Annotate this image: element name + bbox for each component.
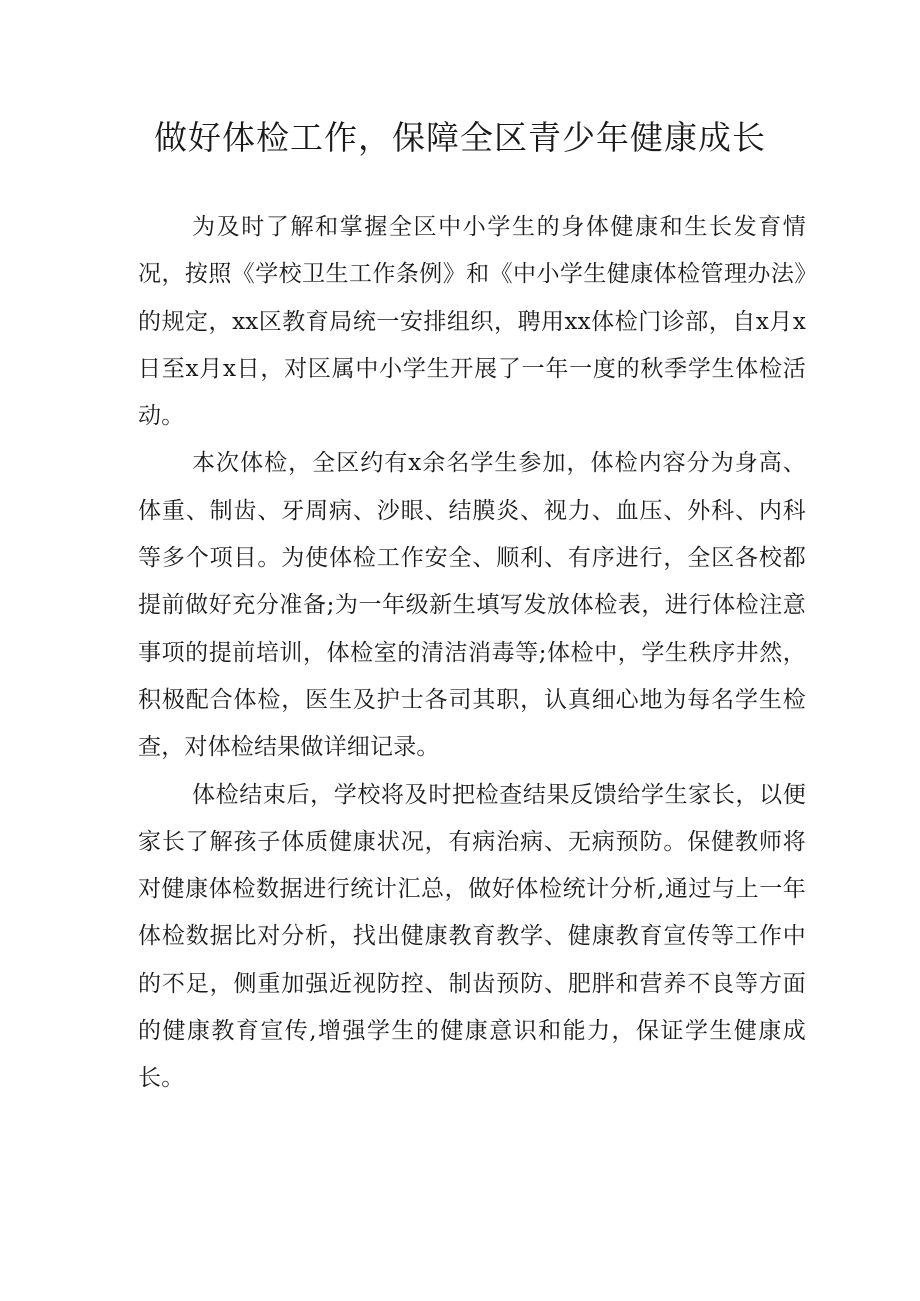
paragraph-3: 体检结束后，学校将及时把检查结果反馈给学生家长，以便家长了解孩子体质健康状况，有病治病、无病预防。保健教师将对健康体检数据进行统计汇总，做好体检统计分析,通过与上一年体检数据比对分析，找出健康教育教学、健康教育宣传等工作中的不足，侧重加强近视防控、制齿预防、肥胖和营养不良等方面的健康教育宣传,增强学生的健康意识和能力，保证学生健康成长。 <box>138 781 806 1092</box>
document-title: 做好体检工作，保障全区青少年健康成长 <box>154 118 766 157</box>
document-body <box>138 204 806 1103</box>
paragraph-1: 为及时了解和掌握全区中小学生的身体健康和生长发育情况，按照《学校卫生工作条例》和《中小学生健康体检管理办法》的规定，xx区教育局统一安排组织，聘用xx体检门诊部，自x月x日至x月x日，对区属中小学生开展了一年一度的秋季学生体检活动。 <box>138 214 806 430</box>
paragraph-2: 本次体检，全区约有x余名学生参加，体检内容分为身高、体重、制齿、牙周病、沙眼、结膜炎、视力、血压、外科、内科等多个项目。为使体检工作安全、顺利、有序进行，全区各校都提前做好充分准备;为一年级新生填写发放体检表，进行体检注意事项的提前培训，体检室的清洁消毒等;体检中，学生秩序井然，积极配合体检，医生及护士各司其职，认真细心地为每名学生检查，对体检结果做详细记录。 <box>138 450 806 761</box>
